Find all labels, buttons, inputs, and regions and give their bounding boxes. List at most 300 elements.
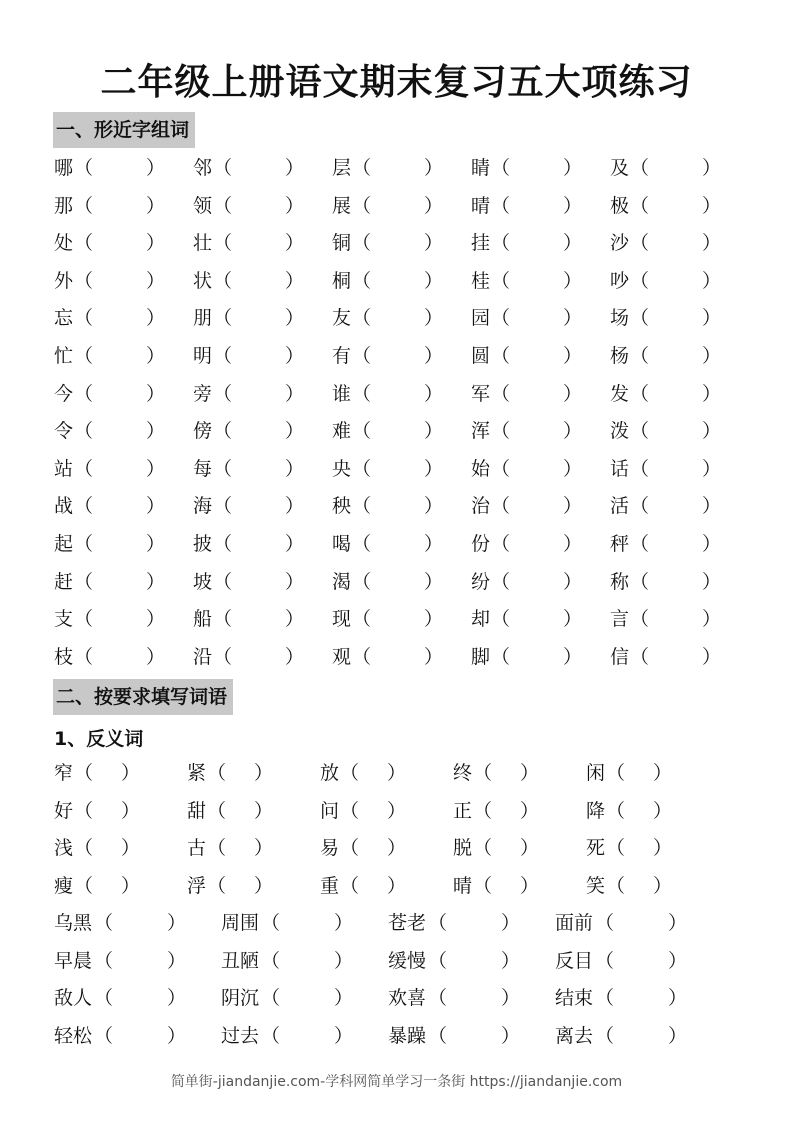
close-paren: ） [146,420,166,443]
open-paren: （ [213,645,233,668]
answer-blank[interactable] [281,1018,334,1056]
exercise-row [54,338,744,376]
answer-blank[interactable] [233,601,285,639]
close-paren: ） [563,194,583,217]
prompt-word: 降 [586,799,606,822]
answer-blank[interactable] [448,1018,501,1056]
close-paren: ） [424,344,444,367]
answer-blank[interactable] [281,943,334,981]
answer-blank[interactable] [650,488,702,526]
close-paren: ） [702,344,722,367]
answer-blank[interactable] [94,830,121,868]
answer-blank[interactable] [233,526,285,564]
prompt-word: 放 [320,762,340,784]
close-paren: ） [520,837,540,860]
exercise-item [610,225,749,263]
exercise-item [193,564,332,602]
answer-blank[interactable] [650,150,702,188]
exercise-item [388,1018,555,1056]
prompt-word: 却 [471,608,491,631]
exercise-item [221,980,388,1018]
answer-blank[interactable] [94,755,121,793]
prompt-word: 沙 [610,232,630,255]
answer-blank[interactable] [626,755,653,793]
open-paren: （ [352,570,372,593]
answer-blank[interactable] [227,830,254,868]
answer-blank[interactable] [114,943,167,981]
answer-blank[interactable] [511,451,563,489]
close-paren: ） [146,645,166,668]
close-paren: ） [167,987,187,1009]
close-paren: ） [563,495,583,518]
open-paren: （ [352,194,372,217]
prompt-word: 吵 [610,269,630,292]
open-paren: （ [94,1024,114,1047]
open-paren: （ [491,232,511,255]
answer-blank[interactable] [650,188,702,226]
close-paren: ） [501,987,521,1009]
exercise-item [555,943,722,981]
open-paren: （ [428,949,448,972]
answer-blank[interactable] [372,188,424,226]
answer-blank[interactable] [448,980,501,1018]
prompt-word: 哪 [54,157,74,179]
close-paren: ） [702,532,722,555]
open-paren: （ [352,157,372,179]
exercise-item [332,639,471,677]
open-paren: （ [340,837,360,860]
prompt-word: 渴 [332,570,352,593]
answer-blank[interactable] [615,980,668,1018]
open-paren: （ [213,307,233,330]
open-paren: （ [473,799,493,822]
open-paren: （ [74,762,94,784]
answer-blank[interactable] [650,338,702,376]
answer-blank[interactable] [511,225,563,263]
prompt-word: 闲 [586,762,606,784]
answer-blank[interactable] [94,413,146,451]
open-paren: （ [74,874,94,897]
close-paren: ） [702,420,722,443]
answer-blank[interactable] [493,830,520,868]
exercise-item [54,905,221,943]
open-paren: （ [630,344,650,367]
answer-blank[interactable] [626,793,653,831]
open-paren: （ [261,987,281,1009]
answer-blank[interactable] [233,300,285,338]
close-paren: ） [285,457,305,480]
open-paren: （ [630,194,650,217]
exercise-item [610,300,749,338]
answer-blank[interactable] [94,300,146,338]
open-paren: （ [595,987,615,1009]
close-paren: ） [563,570,583,593]
answer-blank[interactable] [372,376,424,414]
answer-blank[interactable] [511,376,563,414]
close-paren: ） [285,344,305,367]
close-paren: ） [285,608,305,631]
exercise-item [471,188,610,226]
prompt-word: 秤 [610,532,630,555]
answer-blank[interactable] [650,601,702,639]
answer-blank[interactable] [227,868,254,906]
answer-blank[interactable] [233,150,285,188]
open-paren: （ [630,532,650,555]
answer-blank[interactable] [360,830,387,868]
exercise-item [586,793,719,831]
close-paren: ） [285,307,305,330]
open-paren: （ [606,837,626,860]
answer-blank[interactable] [511,526,563,564]
close-paren: ） [146,608,166,631]
answer-blank[interactable] [360,755,387,793]
close-paren: ） [520,874,540,897]
answer-blank[interactable] [511,188,563,226]
open-paren: （ [630,232,650,255]
exercise-item [610,338,749,376]
open-paren: （ [74,420,94,443]
close-paren: ） [424,232,444,255]
answer-blank[interactable] [233,376,285,414]
section-heading-fill-words: 二、按要求填写词语 [53,679,233,715]
answer-blank[interactable] [233,263,285,301]
exercise-item [453,755,586,793]
exercise-item [221,905,388,943]
close-paren: ） [424,194,444,217]
prompt-word: 忘 [54,307,74,330]
close-paren: ） [334,912,354,934]
exercise-row [54,793,744,831]
exercise-item [221,943,388,981]
answer-blank[interactable] [372,413,424,451]
prompt-word: 观 [332,645,352,668]
exercise-item [471,263,610,301]
exercise-item [610,376,749,414]
answer-blank[interactable] [233,639,285,677]
exercise-item [54,263,193,301]
answer-blank[interactable] [650,263,702,301]
answer-blank[interactable] [94,639,146,677]
close-paren: ） [668,1024,688,1047]
answer-blank[interactable] [227,755,254,793]
answer-blank[interactable] [94,376,146,414]
answer-blank[interactable] [626,830,653,868]
close-paren: ） [668,912,688,934]
answer-blank[interactable] [281,980,334,1018]
exercise-item [54,488,193,526]
prompt-word: 瘦 [54,874,74,897]
close-paren: ） [387,762,407,784]
prompt-word: 站 [54,457,74,480]
open-paren: （ [630,307,650,330]
answer-blank[interactable] [615,1018,668,1056]
prompt-word: 话 [610,457,630,480]
prompt-word: 敌人 [54,987,93,1009]
prompt-word: 好 [54,799,74,822]
prompt-word: 言 [610,608,630,631]
answer-blank[interactable] [233,488,285,526]
prompt-word: 层 [332,157,352,179]
close-paren: ） [424,307,444,330]
answer-blank[interactable] [233,564,285,602]
close-paren: ） [702,269,722,292]
answer-blank[interactable] [615,905,668,943]
close-paren: ） [285,194,305,217]
exercise-item [471,564,610,602]
prompt-word: 令 [54,420,74,443]
close-paren: ） [563,307,583,330]
answer-blank[interactable] [511,150,563,188]
close-paren: ） [702,232,722,255]
open-paren: （ [352,307,372,330]
exercise-item [54,868,187,906]
exercise-item [332,564,471,602]
prompt-word: 纷 [471,570,491,593]
answer-blank[interactable] [94,225,146,263]
answer-blank[interactable] [372,488,424,526]
exercise-item [193,300,332,338]
answer-blank[interactable] [94,263,146,301]
exercise-row [54,868,744,906]
answer-blank[interactable] [233,413,285,451]
exercise-item [187,793,320,831]
prompt-word: 枝 [54,645,74,668]
answer-blank[interactable] [360,793,387,831]
open-paren: （ [595,912,615,934]
open-paren: （ [74,232,94,255]
exercise-item [610,413,749,451]
prompt-word: 外 [54,269,74,292]
answer-blank[interactable] [372,639,424,677]
exercise-item [332,488,471,526]
answer-blank[interactable] [650,564,702,602]
prompt-word: 浮 [187,874,207,897]
exercise-item [471,376,610,414]
answer-blank[interactable] [233,225,285,263]
answer-blank[interactable] [372,150,424,188]
prompt-word: 及 [610,157,630,179]
answer-blank[interactable] [372,564,424,602]
prompt-word: 有 [332,344,352,367]
prompt-word: 沿 [193,645,213,668]
answer-blank[interactable] [493,793,520,831]
answer-blank[interactable] [372,601,424,639]
open-paren: （ [630,382,650,405]
open-paren: （ [74,608,94,631]
prompt-word: 紧 [187,762,207,784]
prompt-word: 军 [471,382,491,405]
answer-blank[interactable] [233,451,285,489]
answer-blank[interactable] [94,451,146,489]
prompt-word: 状 [193,269,213,292]
prompt-word: 泼 [610,420,630,443]
answer-blank[interactable] [511,601,563,639]
close-paren: ） [167,1024,187,1047]
exercise-item [332,601,471,639]
answer-blank[interactable] [650,300,702,338]
close-paren: ） [334,1024,354,1047]
prompt-word: 喝 [332,532,352,555]
open-paren: （ [352,382,372,405]
exercise-item [54,225,193,263]
answer-blank[interactable] [233,338,285,376]
prompt-word: 圆 [471,344,491,367]
answer-blank[interactable] [511,639,563,677]
answer-blank[interactable] [227,793,254,831]
close-paren: ） [702,194,722,217]
exercise-item [54,338,193,376]
exercise-item [193,188,332,226]
answer-blank[interactable] [372,526,424,564]
open-paren: （ [207,874,227,897]
exercise-item [610,451,749,489]
answer-blank[interactable] [511,263,563,301]
prompt-word: 甜 [187,799,207,822]
close-paren: ） [563,157,583,179]
prompt-word: 场 [610,307,630,330]
open-paren: （ [74,799,94,822]
open-paren: （ [352,420,372,443]
exercise-item [610,601,749,639]
answer-blank[interactable] [511,488,563,526]
answer-blank[interactable] [626,868,653,906]
exercise-item [332,451,471,489]
prompt-word: 终 [453,762,473,784]
answer-blank[interactable] [650,526,702,564]
prompt-word: 支 [54,608,74,631]
answer-blank[interactable] [511,564,563,602]
open-paren: （ [352,344,372,367]
close-paren: ） [520,799,540,822]
answer-blank[interactable] [114,980,167,1018]
answer-blank[interactable] [114,905,167,943]
answer-blank[interactable] [372,451,424,489]
close-paren: ） [121,837,141,860]
close-paren: ） [653,799,673,822]
answer-blank[interactable] [94,150,146,188]
answer-blank[interactable] [650,225,702,263]
close-paren: ） [668,949,688,972]
prompt-word: 杨 [610,344,630,367]
answer-blank[interactable] [114,1018,167,1056]
exercise-item [54,150,193,188]
answer-blank[interactable] [650,413,702,451]
open-paren: （ [595,1024,615,1047]
close-paren: ） [424,269,444,292]
open-paren: （ [213,570,233,593]
answer-blank[interactable] [372,338,424,376]
exercise-item [193,526,332,564]
answer-blank[interactable] [650,451,702,489]
answer-blank[interactable] [511,338,563,376]
prompt-word: 旁 [193,382,213,405]
exercise-item [193,225,332,263]
answer-blank[interactable] [94,564,146,602]
answer-blank[interactable] [511,413,563,451]
close-paren: ） [563,457,583,480]
close-paren: ） [146,495,166,518]
prompt-word: 园 [471,307,491,330]
close-paren: ） [146,344,166,367]
prompt-word: 挂 [471,232,491,255]
close-paren: ） [146,570,166,593]
exercise-item [54,376,193,414]
open-paren: （ [630,457,650,480]
exercise-item [332,376,471,414]
answer-blank[interactable] [94,526,146,564]
prompt-word: 邻 [193,157,213,179]
open-paren: （ [352,269,372,292]
open-paren: （ [213,532,233,555]
answer-blank[interactable] [511,300,563,338]
answer-blank[interactable] [650,376,702,414]
answer-blank[interactable] [448,943,501,981]
exercise-item [471,300,610,338]
close-paren: ） [285,269,305,292]
answer-blank[interactable] [493,868,520,906]
exercise-row [54,488,744,526]
answer-blank[interactable] [94,338,146,376]
prompt-word: 死 [586,837,606,860]
answer-blank[interactable] [94,868,121,906]
close-paren: ） [653,837,673,860]
exercise-item [193,338,332,376]
prompt-word: 领 [193,194,213,217]
prompt-word: 离去 [555,1024,594,1047]
exercise-row [54,225,744,263]
prompt-word: 秧 [332,495,352,518]
open-paren: （ [207,799,227,822]
answer-blank[interactable] [650,639,702,677]
close-paren: ） [254,799,274,822]
open-paren: （ [473,837,493,860]
answer-blank[interactable] [94,601,146,639]
exercise-item [610,488,749,526]
answer-blank[interactable] [372,225,424,263]
close-paren: ） [424,532,444,555]
answer-blank[interactable] [360,868,387,906]
close-paren: ） [146,532,166,555]
exercise-row [54,263,744,301]
open-paren: （ [491,157,511,179]
close-paren: ） [121,799,141,822]
answer-blank[interactable] [281,905,334,943]
close-paren: ） [424,157,444,179]
prompt-word: 每 [193,457,213,480]
prompt-word: 古 [187,837,207,860]
prompt-word: 反目 [555,949,594,972]
open-paren: （ [213,495,233,518]
close-paren: ） [424,495,444,518]
answer-blank[interactable] [448,905,501,943]
answer-blank[interactable] [233,188,285,226]
close-paren: ） [424,457,444,480]
open-paren: （ [213,344,233,367]
prompt-word: 海 [193,495,213,518]
exercise-item [332,413,471,451]
answer-blank[interactable] [94,488,146,526]
answer-blank[interactable] [94,188,146,226]
answer-blank[interactable] [94,793,121,831]
exercise-item [332,338,471,376]
exercise-item [54,830,187,868]
close-paren: ） [702,570,722,593]
open-paren: （ [491,420,511,443]
answer-blank[interactable] [615,943,668,981]
answer-blank[interactable] [493,755,520,793]
answer-blank[interactable] [372,263,424,301]
answer-blank[interactable] [372,300,424,338]
